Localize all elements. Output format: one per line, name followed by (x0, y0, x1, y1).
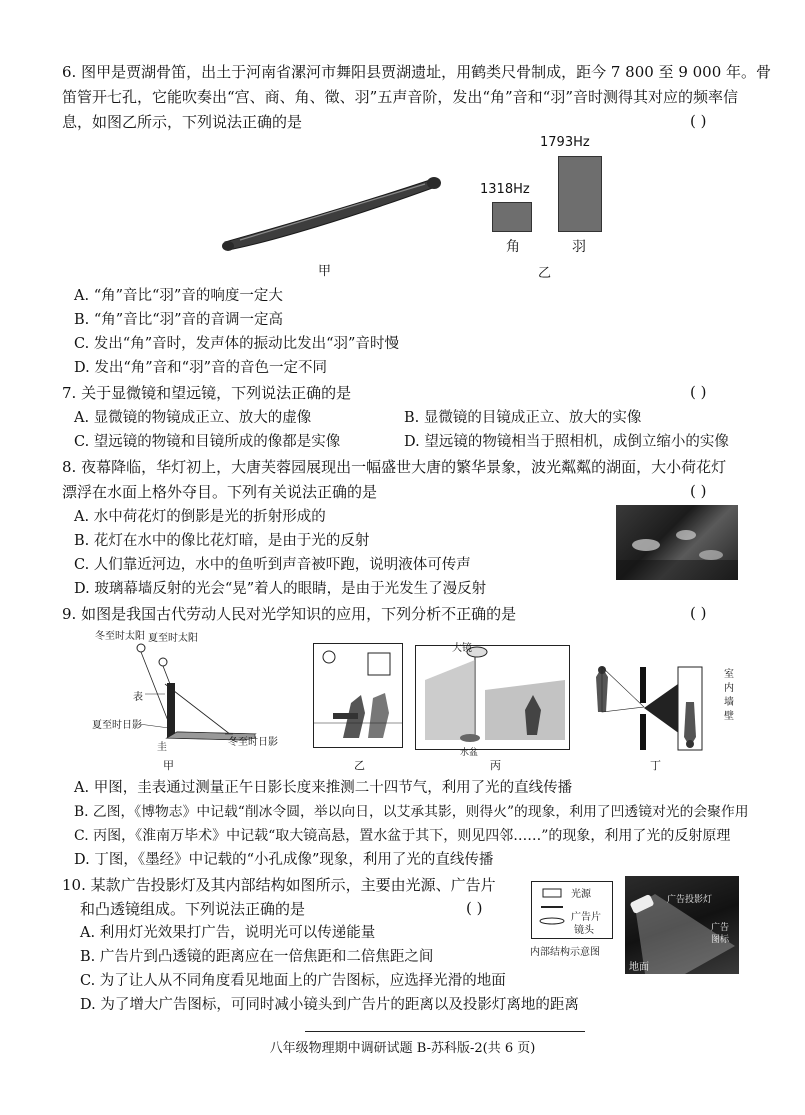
bone-flute-image (220, 170, 445, 255)
q10-answer-paren: ( ) (466, 899, 483, 917)
bar-yu (558, 156, 602, 232)
photo-top-text: 广告投影灯 (667, 895, 713, 905)
bar1-name: 角 (506, 239, 520, 255)
photo-mid-text2: 图标 (711, 935, 730, 945)
q7-option-c: C. 望远镜的物镜和目镜所成的像都是实像 (74, 434, 341, 450)
projector-photo (625, 876, 739, 974)
bar2-name: 羽 (572, 239, 586, 255)
structure-caption: 内部结构示意图 (530, 947, 600, 958)
ice-lens-illustration (313, 643, 403, 748)
fig9-jia-caption: 甲 (163, 759, 174, 772)
fig9-yi-caption: 乙 (354, 759, 365, 772)
q7-option-a: A. 显微镜的物镜成正立、放大的虚像 (74, 410, 312, 426)
q8-answer-paren: ( ) (690, 482, 707, 500)
q6-line1: 6. 图甲是贾湖骨笛，出土于河南省漯河市舞阳县贾湖遗址，用鹤类尺骨制成，距今 7 800 至 9 000 年。骨 (62, 63, 772, 81)
q6-option-d: D. 发出“角”音和“羽”音的音色一定不同 (74, 360, 327, 376)
q8-option-d: D. 玻璃幕墙反射的光会“晃”着人的眼睛，是由于光发生了漫反射 (74, 581, 487, 597)
summer-shadow-label: 夏至时日影 (92, 720, 142, 731)
q7-answer-paren: ( ) (690, 383, 707, 401)
q6-answer-paren: ( ) (690, 112, 707, 130)
q6-option-a: A. “角”音比“羽”音的响度一定大 (74, 288, 283, 304)
q10-option-b: B. 广告片到凸透镜的距离应在一倍焦距和二倍焦距之间 (80, 949, 434, 965)
lens-label: 镜头 (574, 925, 594, 936)
q10-option-d: D. 为了增大广告图标，可同时减小镜头到广告片的距离以及投影灯离地的距离 (80, 997, 579, 1013)
fig-yi-label: 乙 (538, 266, 552, 281)
winter-shadow-label: 冬至时日影 (228, 737, 278, 748)
pinhole-camera-diagram (582, 662, 722, 752)
q8-option-a: A. 水中荷花灯的倒影是光的折射形成的 (74, 509, 326, 525)
big-mirror-illustration (415, 640, 570, 752)
shuipen-label: 水盆 (460, 748, 479, 758)
q8-line2: 漂浮在水面上格外夺目。下列有关说法正确的是 (62, 483, 378, 501)
bar2-value-label: 1793Hz (540, 135, 590, 150)
lotus-lantern-photo (616, 505, 738, 580)
q7-option-b: B. 显微镜的目镜成正立、放大的实像 (404, 410, 642, 426)
q8-option-b: B. 花灯在水中的像比花灯暗，是由于光的反射 (74, 533, 370, 549)
q9-option-b: B. 乙图，《博物志》中记载“削冰令圆，举以向日，以艾承其影，则得火”的现象，利用了凹透镜对光的会聚作用 (74, 804, 749, 820)
photo-ground-text: 地面 (629, 962, 649, 973)
q8-line1: 8. 夜幕降临，华灯初上，大唐芙蓉园展现出一幅盛世大唐的繁华景象，波光粼粼的湖面，大小荷花灯 (62, 458, 727, 476)
winter-sun-label: 冬至时太阳 (95, 631, 145, 642)
q6-option-b: B. “角”音比“羽”音的音调一定高 (74, 312, 284, 328)
bar1-value-label: 1318Hz (480, 182, 530, 197)
q9-answer-paren: ( ) (690, 604, 707, 622)
fig9-ding-caption: 丁 (650, 759, 661, 772)
bar-jue (492, 202, 532, 232)
q7-option-d: D. 望远镜的物镜相当于照相机，成倒立缩小的实像 (404, 434, 729, 450)
q9-option-c: C. 丙图，《淮南万毕术》中记载“取大镜高悬，置水盆于其下，则见四邻……”的现象，利用了光的反射原理 (74, 828, 731, 844)
q6-line3: 息，如图乙所示，下列说法正确的是 (62, 113, 303, 131)
q7-stem: 7. 关于显微镜和望远镜，下列说法正确的是 (62, 384, 352, 402)
q8-option-c: C. 人们靠近河边，水中的鱼听到声音被吓跑，说明液体可传声 (74, 557, 471, 573)
q10-line2: 和凸透镜组成。下列说法正确的是 (80, 900, 306, 918)
q9-option-d: D. 丁图，《墨经》中记载的“小孔成像”现象，利用了光的直线传播 (74, 852, 494, 868)
light-source-label: 光源 (571, 889, 591, 900)
fig9-bing-caption: 丙 (490, 759, 501, 772)
q10-option-a: A. 利用灯光效果打广告，说明光可以传递能量 (80, 925, 376, 941)
gui-label: 圭 (157, 742, 167, 753)
biao-label: 表 (133, 692, 143, 703)
q10-option-c: C. 为了让人从不同角度看见地面上的广告图标，应选择光滑的地面 (80, 973, 506, 989)
q10-line1: 10. 某款广告投影灯及其内部结构如图所示，主要由光源、广告片 (62, 876, 496, 894)
indoor-wall-label: 室内墙壁 (724, 669, 734, 722)
q6-option-c: C. 发出“角”音时，发声体的振动比发出“羽”音时慢 (74, 336, 399, 352)
fig-jia-label: 甲 (318, 264, 332, 279)
footer-rule (305, 1031, 585, 1032)
photo-mid-text1: 广告 (711, 923, 730, 933)
ad-film-label: 广告片 (571, 912, 601, 923)
summer-sun-label: 夏至时太阳 (148, 633, 198, 644)
q6-line2: 笛管开七孔，它能吹奏出“宫、商、角、徵、羽”五声音阶，发出“角”音和“羽”音时测得其对应的频率信 (62, 88, 739, 106)
dajing-label: 大镜 (452, 643, 472, 654)
page-footer: 八年级物理期中调研试题 B-苏科版-2(共 6 页) (269, 1041, 536, 1056)
q9-stem: 9. 如图是我国古代劳动人民对光学知识的应用，下列分析不正确的是 (62, 605, 517, 623)
q9-option-a: A. 甲图，圭表通过测量正午日影长度来推测二十四节气，利用了光的直线传播 (74, 780, 573, 796)
